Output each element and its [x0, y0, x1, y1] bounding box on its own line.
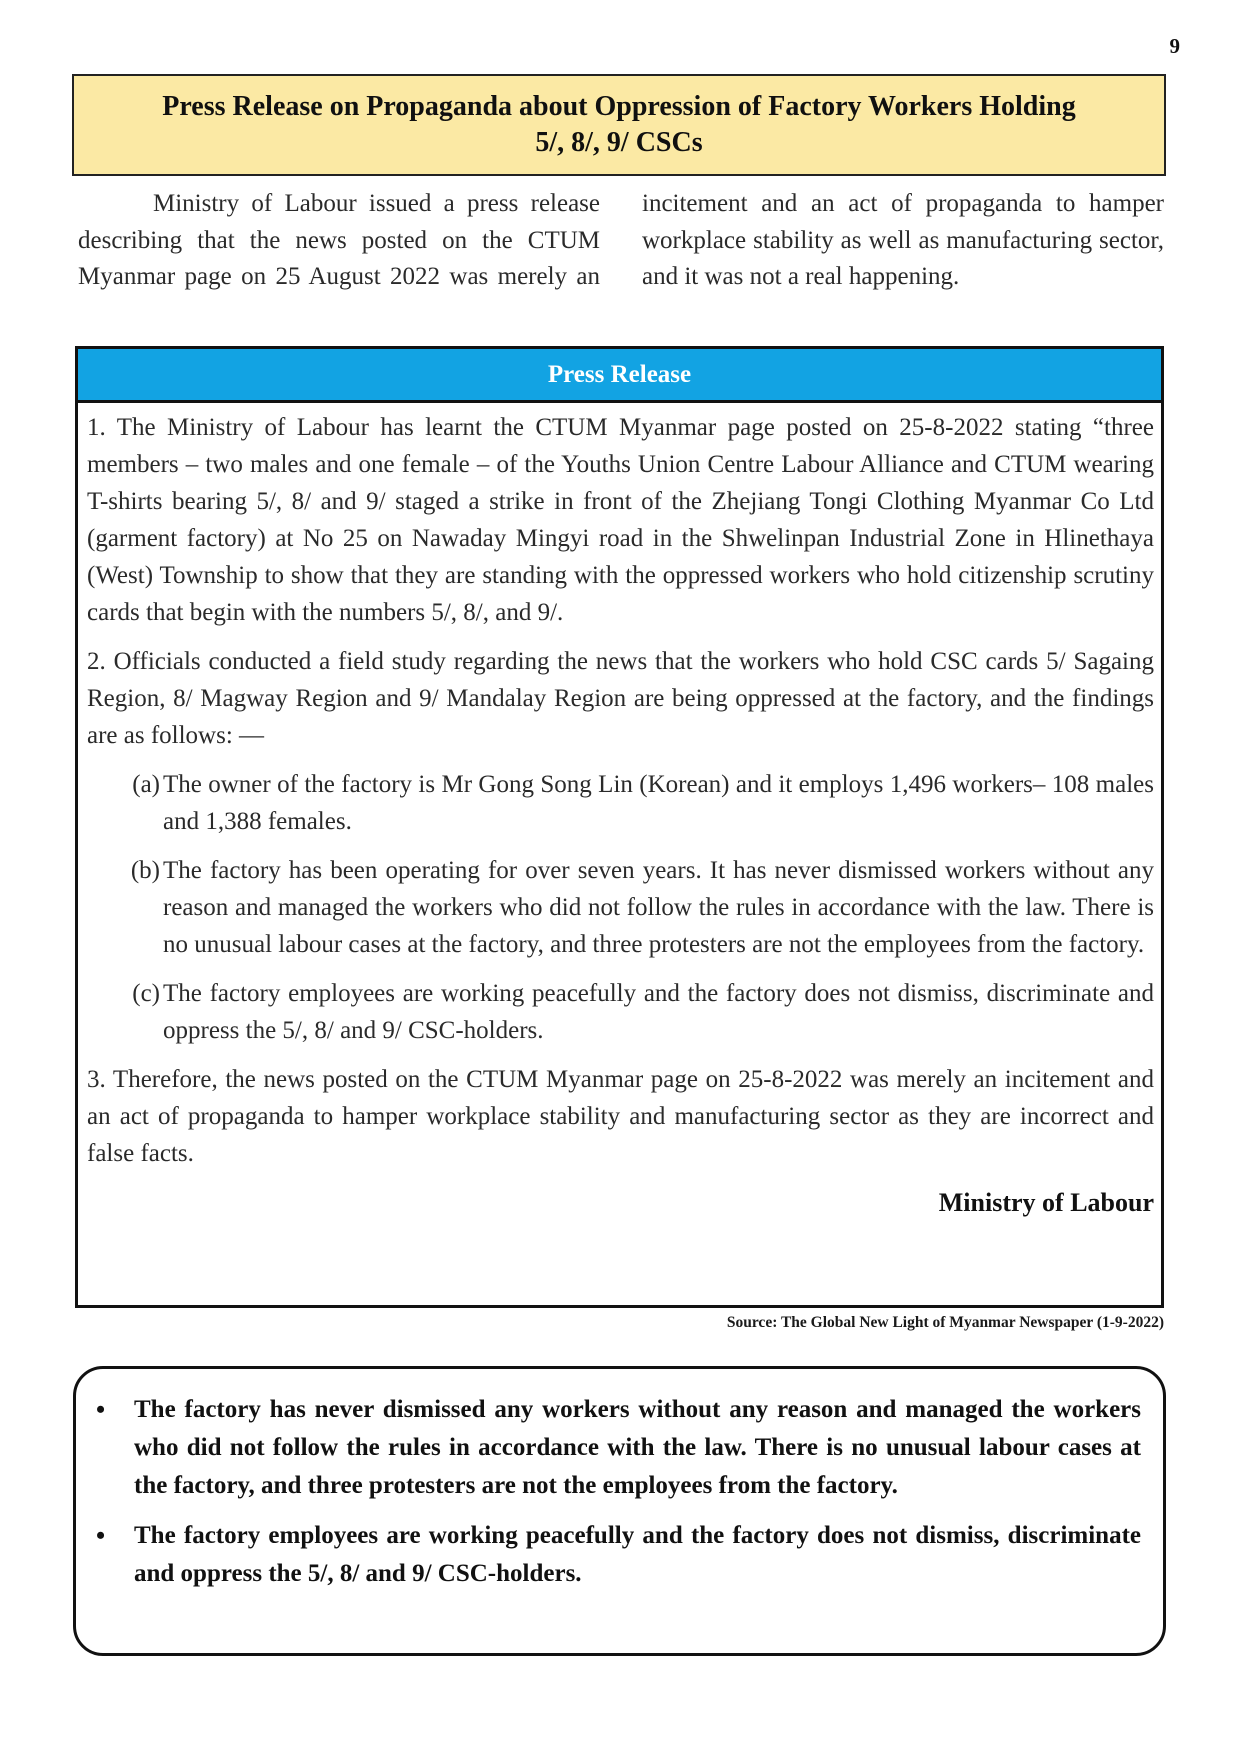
press-release-paragraph-1: 1. The Ministry of Labour has learnt the CTUM Myanmar page posted on 25-8-2022 stating “three members – two males and one female – of the Youths Union Centre Labour Alliance and CTUM wearing T-shirts bearing 5/, 8/ and 9/ staged a strike in front of the Zhejiang Tongi Clothing Myanmar Co Ltd (garment factory) at No 25 on Nawaday Mingyi road in the Shwelinpan Industrial Zone in Hlinethaya (West) Township to show that they are standing with the oppressed workers who hold citizenship scrutiny cards that begin with the numbers 5/, 8/, and 9/. — [87, 414, 1154, 626]
page-number: 9 — [1169, 34, 1180, 58]
finding-item — [87, 852, 1154, 963]
page-title-line-2: 5/, 8/, 9/ CSCs — [535, 127, 703, 158]
highlight-text: The factory employees are working peacefully and the factory does not dismiss, discriminate and oppress the 5/, 8/ and 9/ CSC-holders. — [134, 1522, 1141, 1587]
finding-label: (a) — [132, 771, 160, 798]
bullet-icon: • — [96, 1521, 106, 1550]
highlight-item — [96, 1391, 1141, 1505]
finding-text: The factory has been operating for over seven years. It has never dismissed workers without any reason and managed the workers who did not follow the rules in accordance with the law. There is no unusual labour cases at the factory, and three protesters are not the employees from the factory. — [163, 857, 1154, 958]
press-release-paragraph-3: 3. Therefore, the news posted on the CTUM Myanmar page on 25-8-2022 was merely an incitement and an act of propaganda to hamper workplace stability and manufacturing sector as they are incorrect and false facts. — [87, 1066, 1154, 1167]
highlight-text: The factory has never dismissed any workers without any reason and managed the workers who did not follow the rules in accordance with the law. There is no unusual labour cases at the factory, and three protesters are not the employees from the factory. — [134, 1396, 1141, 1499]
press-release-box — [75, 346, 1164, 1308]
intro-paragraph: Ministry of Labour issued a press release describing that the news posted on the CTUM Myanmar page on 25 August 2022 was merely an incitement and an act of propaganda to hamper workplace stability as well as manufacturing sector, and it was not a real happening. — [78, 190, 1164, 290]
press-release-paragraph-2: 2. Officials conducted a field study regarding the news that the workers who hold CSC cards 5/ Sagaing Region, 8/ Magway Region and 9/ Mandalay Region are being oppressed at the factory, and the findings are as follows: — — [87, 648, 1154, 749]
page-title — [72, 74, 1166, 176]
finding-label: (b) — [130, 857, 160, 884]
page-title-line-1: Press Release on Propaganda about Oppression of Factory Workers Holding — [162, 91, 1076, 122]
press-release-header: Press Release — [78, 349, 1161, 403]
press-release-body — [78, 403, 1161, 1221]
highlights-box — [73, 1366, 1166, 1656]
press-release-signature: Ministry of Labour — [938, 1188, 1154, 1217]
finding-item — [87, 975, 1154, 1049]
finding-item — [87, 766, 1154, 840]
finding-label: (c) — [132, 980, 160, 1007]
intro-section — [78, 186, 1164, 296]
highlight-item — [96, 1517, 1141, 1593]
finding-text: The owner of the factory is Mr Gong Song Lin (Korean) and it employs 1,496 workers– 108 males and 1,388 females. — [163, 771, 1154, 835]
finding-text: The factory employees are working peacefully and the factory does not dismiss, discriminate and oppress the 5/, 8/ and 9/ CSC-holders. — [163, 980, 1154, 1044]
bullet-icon: • — [96, 1395, 106, 1424]
source-citation: Source: The Global New Light of Myanmar Newspaper (1-9-2022) — [726, 1314, 1164, 1331]
